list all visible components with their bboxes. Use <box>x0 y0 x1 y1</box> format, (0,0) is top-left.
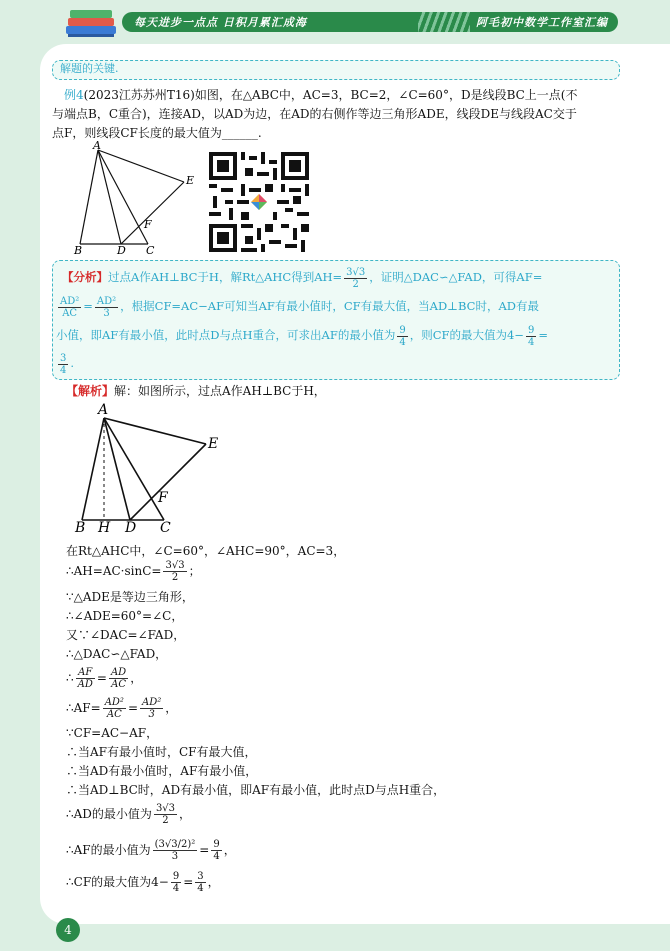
solution-tag: 【解析】 <box>66 384 115 398</box>
analysis-frac-6 <box>58 353 68 376</box>
solution-step-2b: ； <box>188 564 201 578</box>
solution-frac-10-den: 4 <box>197 883 204 894</box>
solution-frac-8 <box>211 839 221 862</box>
header-stripes <box>418 12 470 32</box>
solution-frac-9 <box>171 871 181 894</box>
solution-frac-7-den: 3 <box>171 851 179 862</box>
solution-frac-5 <box>140 697 163 720</box>
solution-step-1: 在Rt△AHC中，∠C=60°，∠AHC=90°，AC=3， <box>66 544 346 558</box>
solution-step-15b: ， <box>207 875 220 889</box>
solution-frac-1-num: 3√3 <box>165 560 185 571</box>
solution-step-8 <box>66 694 177 722</box>
analysis-end: . <box>70 356 75 370</box>
label-B-2: B <box>75 520 86 536</box>
solution-eq-1: = <box>96 671 107 685</box>
books-icon <box>62 4 120 40</box>
solution-frac-4-num: AD² <box>104 697 124 708</box>
label-C-2: C <box>160 520 171 536</box>
solution-frac-7 <box>153 839 198 862</box>
solution-step-15a: ∴CF的最大值为4− <box>66 875 169 889</box>
solution-step-14b: ， <box>223 843 236 857</box>
solution-step-10: ∴当AF有最小值时，CF有最大值， <box>66 745 257 759</box>
solution-frac-10-num: 3 <box>197 871 204 882</box>
analysis-frac-1-num: 3√3 <box>346 266 366 278</box>
analysis-frac-3 <box>95 296 118 319</box>
solution-eq-3: = <box>199 843 210 857</box>
figure-triangle-large <box>72 400 232 540</box>
solution-frac-4 <box>103 697 126 720</box>
solution-step-7a: ∴ <box>66 671 74 685</box>
label-F: F <box>144 218 152 231</box>
label-A-2: A <box>98 402 109 418</box>
solution-frac-4-den: AC <box>106 709 122 720</box>
analysis-frac-3-num: AD² <box>96 295 117 307</box>
example-line-3: 点F，则线段CF长度的最大值为______. <box>52 126 262 140</box>
solution-intro <box>66 382 326 400</box>
analysis-frac-3-den: 3 <box>103 307 110 319</box>
solution-step-2a: ∴AH=AC·sinC= <box>66 564 162 578</box>
solution-frac-8-num: 9 <box>213 839 220 850</box>
header-title: 阿毛初中数学工作室汇编 <box>476 16 608 29</box>
solution-frac-5-den: 3 <box>148 709 155 720</box>
solution-frac-9-num: 9 <box>172 871 180 882</box>
analysis-frac-4-num: 9 <box>399 324 406 336</box>
solution-frac-10 <box>195 871 205 894</box>
solution-step-9: ∵CF=AC−AF， <box>66 726 159 740</box>
analysis-frac-6-den: 4 <box>60 364 67 376</box>
label-B: B <box>74 244 83 257</box>
example-line-2: 与端点B，C重合)，连接AD，以AD为边，在AD的右侧作等边三角形ADE，线段DE与线段AC交于 <box>52 107 577 121</box>
label-H: H <box>98 520 111 536</box>
solution-frac-2-num: AF <box>76 667 95 679</box>
solution-eq-2: = <box>127 701 138 715</box>
analysis-frac-5-den: 4 <box>527 336 535 348</box>
solution-step-7b: ， <box>130 671 143 685</box>
solution-step-13 <box>66 800 191 828</box>
analysis-line-1 <box>62 264 542 290</box>
page-number: 4 <box>56 918 80 942</box>
analysis-frac-1-den: 2 <box>352 278 359 290</box>
solution-frac-2 <box>76 667 95 690</box>
solution-step-11: ∴当AD有最小值时，AF有最小值， <box>66 764 258 778</box>
analysis-line-2 <box>56 293 539 319</box>
analysis-frac-6-num: 3 <box>60 352 67 364</box>
label-F-2: F <box>158 490 168 506</box>
example-line-1 <box>64 86 577 104</box>
label-E: E <box>186 174 195 187</box>
qr-code-icon <box>208 152 310 252</box>
analysis-line-4 <box>56 350 74 376</box>
analysis-frac-2 <box>58 296 81 319</box>
solution-step-14 <box>66 830 236 870</box>
example-line-1-text: (2023江苏苏州T16)如图，在△ABC中，AC=3，BC=2，∠C=60°，D是线段BC上一点(不 <box>83 88 578 102</box>
label-E-2: E <box>208 436 219 452</box>
analysis-frac-1 <box>344 267 367 290</box>
label-D: D <box>117 244 126 257</box>
solution-frac-6 <box>154 803 177 826</box>
footer-band <box>0 924 670 951</box>
label-C: C <box>146 244 155 257</box>
solution-step-13a: ∴AD的最小值为 <box>66 807 152 821</box>
solution-step-13b: ， <box>179 807 192 821</box>
analysis-eq-1: = <box>83 299 93 313</box>
tip-text: 解题的关键. <box>60 62 119 75</box>
analysis-eq-2: = <box>538 328 548 342</box>
solution-step-7 <box>66 664 142 692</box>
solution-frac-1-den: 2 <box>171 572 179 583</box>
analysis-line-1a: 过点A作AH⊥BC于H，解Rt△AHC得到AH= <box>108 270 343 284</box>
analysis-frac-2-den: AC <box>62 307 78 319</box>
solution-frac-7-num: (3√3/2)² <box>154 839 196 850</box>
analysis-tag: 【分析】 <box>62 270 108 284</box>
analysis-frac-5-num: 9 <box>527 324 535 336</box>
solution-frac-1 <box>163 560 186 583</box>
solution-step-15 <box>66 868 220 896</box>
figure-triangle-small <box>68 140 208 258</box>
solution-step-2 <box>66 558 201 584</box>
label-A: A <box>93 140 101 152</box>
solution-eq-4: = <box>183 875 194 889</box>
analysis-frac-2-num: AD² <box>60 295 80 307</box>
solution-step-3: ∵△ADE是等边三角形， <box>66 590 194 604</box>
solution-frac-8-den: 4 <box>213 851 220 862</box>
solution-step-8b: ， <box>165 701 178 715</box>
analysis-frac-4 <box>397 325 407 348</box>
solution-step-4: ∴∠ADE=60°=∠C， <box>66 609 184 623</box>
solution-step-8a: ∴AF= <box>66 701 101 715</box>
solution-frac-6-den: 2 <box>162 815 169 826</box>
solution-step-6: ∴△DAC∽△FAD， <box>66 647 168 661</box>
tip-box <box>52 60 620 80</box>
analysis-line-1b: ，证明△DAC∽△FAD，可得AF= <box>369 270 543 284</box>
solution-frac-9-den: 4 <box>172 883 180 894</box>
analysis-frac-4-den: 4 <box>399 336 406 348</box>
example-label: 例4 <box>64 88 84 102</box>
solution-frac-6-num: 3√3 <box>155 803 176 814</box>
analysis-line-3 <box>56 322 548 348</box>
solution-intro-text: 解：如图所示，过点A作AH⊥BC于H， <box>114 384 326 398</box>
analysis-line-2b: ，根据CF=AC−AF可知当AF有最小值时，CF有最大值，当AD⊥BC时，AD有最 <box>120 299 539 313</box>
solution-frac-5-num: AD² <box>142 697 162 708</box>
analysis-frac-5 <box>526 325 536 348</box>
solution-frac-3-num: AD <box>110 667 127 678</box>
solution-step-5: 又∵∠DAC=∠FAD， <box>66 628 186 642</box>
label-D-2: D <box>125 520 137 536</box>
solution-frac-2-den: AD <box>77 679 93 690</box>
analysis-line-3a: 小值，即AF有最小值，此时点D与点H重合，可求出AF的最小值为 <box>56 328 396 342</box>
solution-frac-3-den: AC <box>111 679 127 690</box>
page-header <box>0 0 670 44</box>
solution-step-12: ∴当AD⊥BC时，AD有最小值，即AF有最小值，此时点D与点H重合， <box>66 783 446 797</box>
header-slogan: 每天进步一点点 日积月累汇成海 <box>134 16 307 29</box>
analysis-line-3b: ，则CF的最大值为4− <box>409 328 524 342</box>
solution-frac-3 <box>109 667 128 690</box>
solution-step-14a: ∴AF的最小值为 <box>66 843 151 857</box>
